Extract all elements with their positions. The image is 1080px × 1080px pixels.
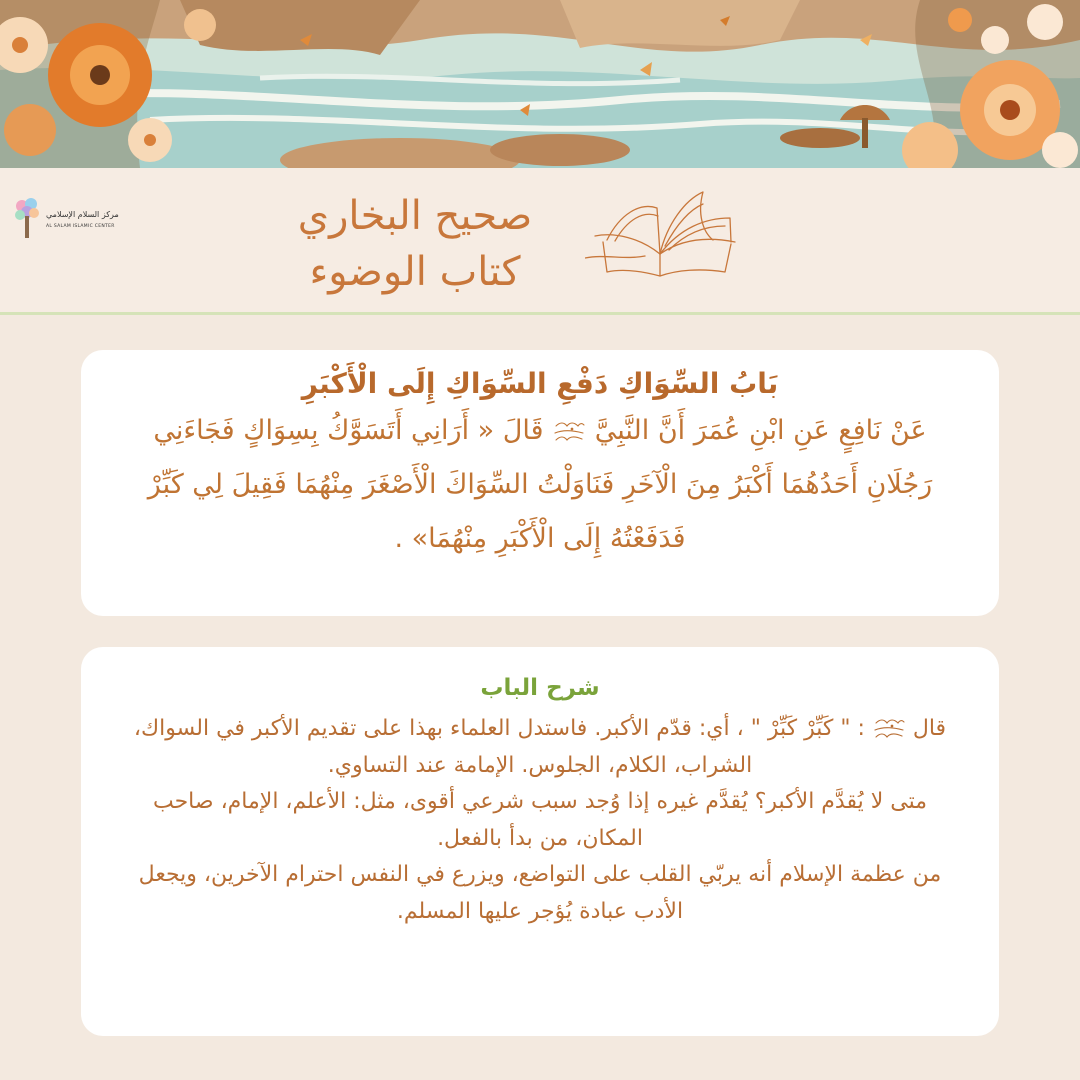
hadith-text	[121, 404, 959, 566]
logo-name-arabic: مركز السلام الإسلامي	[46, 210, 119, 219]
hadith-text-part-1: عَنْ نَافِعٍ عَنِ ابْنِ عُمَرَ أَنَّ النَّبِيَّ	[594, 415, 927, 446]
sharh-paragraph-1	[121, 711, 959, 784]
hadith-heading: بَابُ السِّوَاكِ دَفْعِ السِّوَاكِ إِلَى الْأَكْبَرِ	[301, 367, 779, 400]
header-band	[0, 168, 1080, 312]
salawat-icon	[872, 716, 906, 742]
logo-name-english: AL SALAM ISLAMIC CENTER	[46, 224, 115, 229]
hadith-card	[81, 350, 999, 616]
page-title	[250, 188, 580, 300]
sharh-p1-after: : " كَبِّرْ كَبِّرْ " ، أي: قدّم الأكبر. فاستدل العلماء بهذا على تقديم الأكبر في السواك، الشراب، الكلام، الجلوس. الإمامة عند التساوي.	[133, 716, 865, 778]
title-line-2: كتاب الوضوء	[309, 249, 521, 295]
sharh-heading: شرح الباب	[480, 675, 600, 701]
center-logo	[12, 196, 119, 244]
salawat-icon	[552, 419, 586, 445]
open-book-icon	[585, 184, 740, 279]
sharh-card	[81, 647, 999, 1036]
tree-logo-icon	[12, 196, 42, 242]
hadith-text-part-2: قَالَ « أَرَانِي أَتَسَوَّكُ بِسِوَاكٍ فَجَاءَنِي رَجُلَانِ أَحَدُهُمَا أَكْبَرُ مِنَ الْآخَرِ فَنَاوَلْتُ السِّوَاكَ الْأَصْغَرَ مِنْهُمَا فَقِيلَ لِي كَبِّرْ فَدَفَعْتُهُ إِلَى الْأَكْبَرِ مِنْهُمَا» .	[147, 415, 933, 554]
header-divider	[0, 312, 1080, 315]
sharh-paragraph-2: متى لا يُقدَّم الأكبر؟ يُقدَّم غيره إذا وُجد سبب شرعي أقوى، مثل: الأعلم، الإمام، صاحب المكان، من بدأ بالفعل.	[152, 789, 928, 851]
sharh-paragraph-3: من عظمة الإسلام أنه يربّي القلب على التواضع، ويزرع في النفس احترام الآخرين، ويجعل الأدب عبادة يُؤجر عليها المسلم.	[138, 862, 942, 924]
header-illustration	[0, 0, 1080, 168]
sharh-p1-before: قال	[912, 716, 947, 741]
title-line-1: صحيح البخاري	[297, 193, 533, 239]
